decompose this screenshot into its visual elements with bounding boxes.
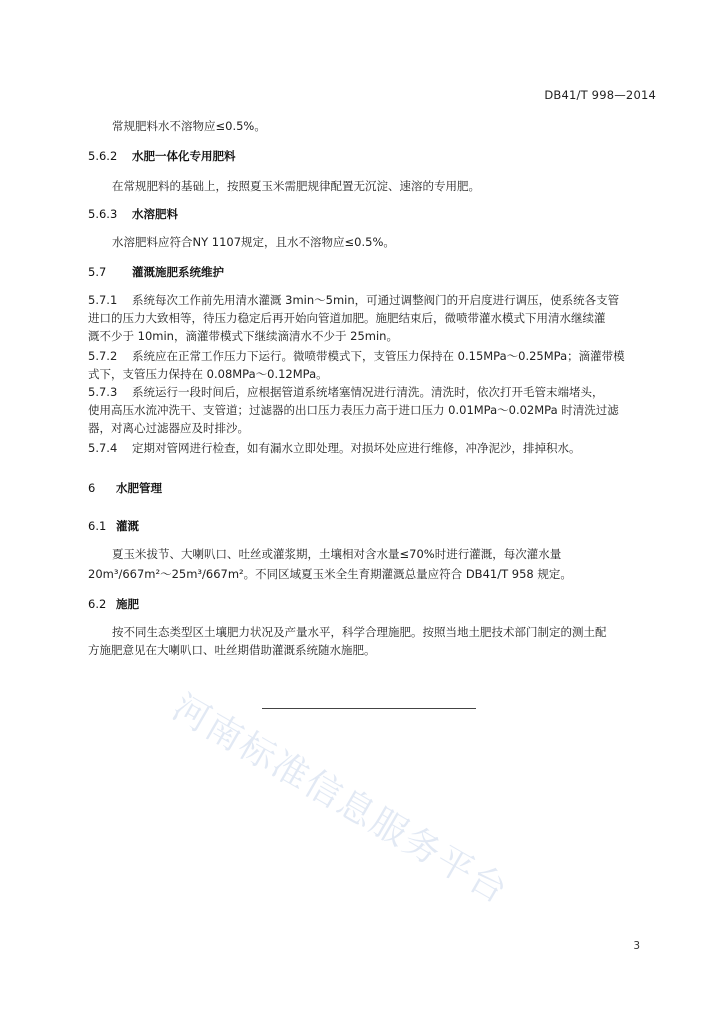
- paragraph-line: 方施肥意见在大喇叭口、吐丝期借助灌溉系统随水施肥。: [88, 643, 376, 657]
- paragraph-line: 使用高压水流冲洗干、支管道；过滤器的出口压力表压力高于进口压力 0.01MPa～0.02MPa 时清洗过滤: [88, 403, 619, 417]
- list-item-5-7-3: [88, 384, 604, 400]
- paragraph-line: 按不同生态类型区土壤肥力状况及产量水平，科学合理施肥。按照当地土肥技术部门制定的测土配: [112, 625, 607, 639]
- heading-6: [88, 480, 162, 496]
- item-text: 定期对管网进行检查，如有漏水立即处理。对损坏处应进行维修，冲净泥沙，排掉积水。: [132, 441, 581, 455]
- item-number: 5.7.1: [88, 293, 118, 307]
- item-number: 5.7.2: [88, 349, 118, 363]
- heading-number: 5.7: [88, 265, 107, 279]
- page-number: 3: [633, 940, 640, 952]
- heading-number: 5.6.3: [88, 207, 118, 221]
- item-text: 系统运行一段时间后，应根据管道系统堵塞情况进行清洗。清洗时，依次打开毛管末端堵头，: [132, 385, 604, 399]
- heading-text: 灌溉: [116, 519, 139, 533]
- end-rule: [262, 708, 476, 709]
- heading-5-6-3: [88, 206, 178, 222]
- item-number: 5.7.3: [88, 385, 118, 399]
- heading-text: 灌溉施肥系统维护: [132, 265, 224, 279]
- item-number: 5.7.4: [88, 441, 118, 455]
- heading-number: 6.1: [88, 519, 107, 533]
- paragraph-line: 夏玉米拔节、大喇叭口、吐丝或灌浆期，土壤相对含水量≤70%时进行灌溉，每次灌水量: [112, 547, 562, 561]
- paragraph-line: 溉不少于 10min，滴灌带模式下继续滴清水不少于 25min。: [88, 329, 398, 343]
- paragraph-line: 进口的压力大致相等，待压力稳定后再开始向管道加肥。施肥结束后，微喷带灌水模式下用清水继续灌: [88, 311, 606, 325]
- heading-text: 水肥管理: [116, 481, 162, 495]
- paragraph-line: 在常规肥料的基础上，按照夏玉米需肥规律配置无沉淀、速溶的专用肥。: [112, 179, 480, 193]
- heading-text: 施肥: [116, 597, 139, 611]
- heading-6-2: [88, 596, 139, 612]
- watermark: 河南标准信息服务平台: [165, 686, 516, 913]
- paragraph-line: 水溶肥料应符合NY 1107规定，且水不溶物应≤0.5%。: [112, 235, 395, 249]
- item-text: 系统每次工作前先用清水灌溉 3min～5min，可通过调整阀门的开启度进行调压，使系统各支管: [132, 293, 620, 307]
- heading-5-7: [88, 264, 224, 280]
- paragraph-line: 器，对离心过滤器应及时排沙。: [88, 421, 249, 435]
- heading-number: 6: [88, 481, 96, 495]
- list-item-5-7-4: [88, 440, 581, 456]
- heading-text: 水溶肥料: [132, 207, 178, 221]
- item-text: 系统应在正常工作压力下运行。微喷带模式下，支管压力保持在 0.15MPa～0.25MPa；滴灌带模: [132, 349, 625, 363]
- heading-number: 6.2: [88, 597, 107, 611]
- heading-number: 5.6.2: [88, 149, 118, 163]
- paragraph-line: 常规肥料水不溶物应≤0.5%。: [112, 119, 266, 133]
- paragraph-line: 20m³/667m²～25m³/667m²。不同区域夏玉米全生育期灌溉总量应符合 DB41/T 958 规定。: [88, 567, 572, 581]
- standard-code: DB41/T 998—2014: [544, 88, 656, 102]
- heading-6-1: [88, 518, 139, 534]
- heading-5-6-2: [88, 148, 236, 164]
- paragraph-line: 式下，支管压力保持在 0.08MPa～0.12MPa。: [88, 367, 328, 381]
- heading-text: 水肥一体化专用肥料: [132, 149, 236, 163]
- list-item-5-7-1: [88, 292, 619, 308]
- list-item-5-7-2: [88, 348, 625, 364]
